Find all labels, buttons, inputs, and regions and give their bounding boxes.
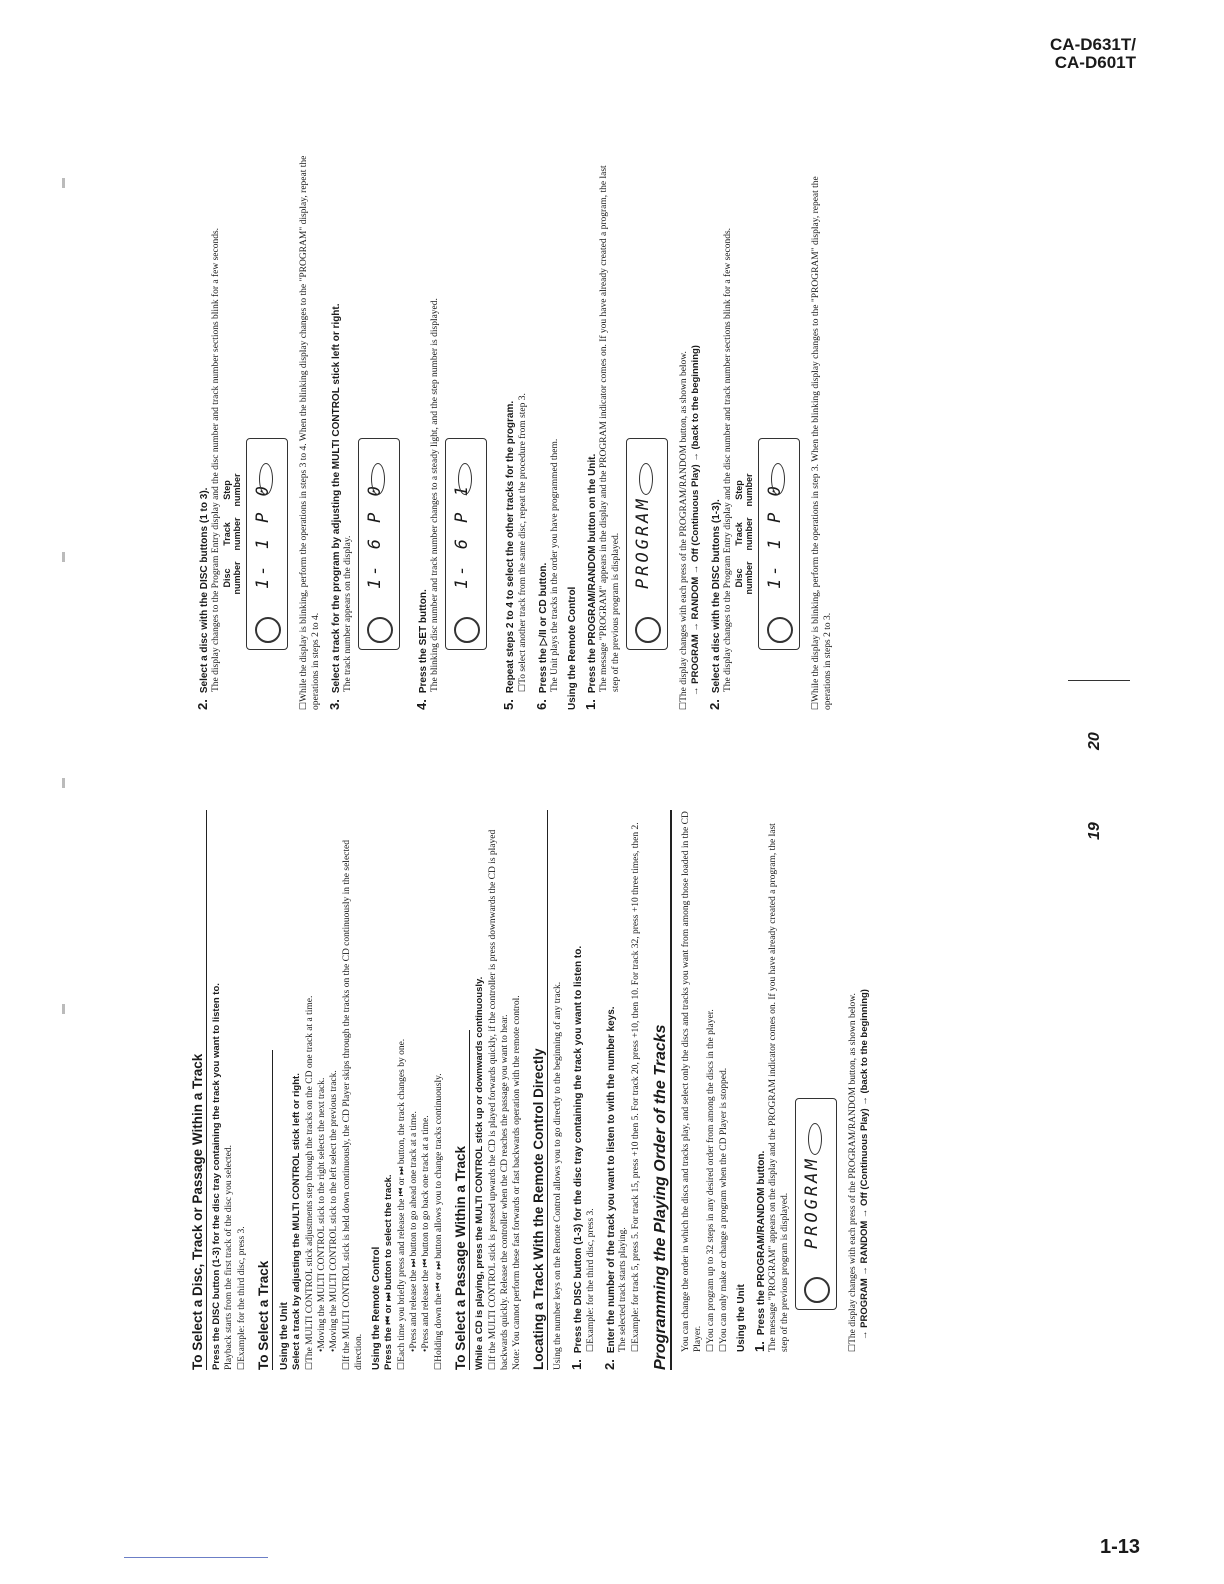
- remote-step-2: 2.Select a disc with the DISC buttons (1-3).: [707, 499, 722, 710]
- r-step1-text: The message "PROGRAM" appears in the display and the PROGRAM indicator comes on. If you have already created a program, the last step of the previous program is displayed.: [599, 165, 621, 692]
- program-text: You can change the order in which the discs and tracks play, and select only the discs and tracks you want from among those loaded in the CD Player.: [681, 811, 703, 1352]
- prog-cycle: → PROGRAM → RANDOM → Off (Continuous Play) → (back to the beginning): [859, 989, 870, 1340]
- locate-step2-text: The selected track starts playing.: [618, 1227, 628, 1352]
- track-note: • Moving the MULTI CONTROL stick to the right selects the next track.: [316, 810, 328, 1370]
- oval-indicator-icon: [371, 463, 385, 495]
- r-step2-text: The display changes to the Program Entry display and the disc number and track number sections blink for a few seconds.: [723, 227, 733, 692]
- disc-icon: [635, 617, 661, 643]
- prog-step1-text: The message "PROGRAM" appears on the display and the PROGRAM indicator comes on. If you have already created a program, the last step of the previous program is displayed.: [768, 823, 790, 1352]
- model-number: CA-D631T/ CA-D601T: [1050, 35, 1136, 72]
- step2-text: The display changes to the Program Entry display and the disc number and track number sections blink for a few seconds.: [211, 227, 221, 692]
- prog-step-6: 6.Press the ▷/II or CD button.: [534, 562, 549, 710]
- step4-text: The blinking disc number and track number changes to a steady light, and the step number is displayed.: [430, 298, 440, 692]
- oval-indicator-icon: [808, 1123, 822, 1155]
- track-note: ☐ If the MULTI CONTROL stick is held down continuously, the CD Player skips through the tracks on the CD continuously in the selected direction.: [340, 810, 365, 1370]
- r-note: ☐ The display changes with each press of the PROGRAM/RANDOM button, as shown below.: [677, 150, 690, 710]
- prog-step-2: 2.Select a disc with the DISC buttons (1 to 3).: [195, 487, 210, 710]
- rotated-manual-sheet: [190, 120, 1110, 1370]
- locate-step-1: 1.Press the DISC button (1-3) for the disc tray containing the track you want to listen to.: [569, 945, 584, 1370]
- section-title-select: To Select a Disc, Track or Passage Within a Track: [190, 810, 207, 1370]
- page-number: 1-13: [1100, 1536, 1141, 1558]
- step3-text: The track number appears on the display.: [343, 535, 353, 692]
- r-step2-note: ☐ While the display is blinking, perform the operations in step 3. When the blinking display changes to the "PROGRAM" display, repeat the operations in steps 2 to 3.: [809, 150, 834, 710]
- step6-text: The Unit plays the tracks in the order you have programmed them.: [550, 438, 560, 692]
- remote-note: • Press and release the ⏭ button to go ahead one track at a time.: [408, 810, 420, 1370]
- remote-step-1: 1.Press the PROGRAM/RANDOM button on the Unit.: [583, 453, 598, 710]
- subheading-using-unit: Using the Unit: [279, 1302, 290, 1370]
- disc-icon: [255, 617, 281, 643]
- prog-step-1: 1.Press the PROGRAM/RANDOM button.: [752, 1150, 767, 1352]
- remote-note: ☐ Each time you briefly press and release the ⏮ or ⏭ button, the track changes by one.: [395, 810, 408, 1370]
- passage-step: While a CD is playing, press the MULTI CONTROL stick up or downwards continuously.: [474, 976, 485, 1370]
- right-page: [190, 150, 1110, 750]
- subheading-using-remote: Using the Remote Control: [371, 1246, 382, 1370]
- lcd-display-program-r: PROGRAM: [626, 438, 668, 650]
- underline-mark: [124, 1557, 268, 1558]
- passage-note: ☐ If the MULTI CONTROL stick is pressed upwards the CD is played forwards quickly, if the controller is press downwards the CD is played backwards quickly. Release the controller when the CD reaches the passage you want to hear.: [486, 810, 511, 1370]
- passage-note2: Note: You cannot perform these fast forwards or fast backwards operation with the remote control.: [512, 995, 522, 1370]
- section-title-track: To Select a Track: [256, 1050, 273, 1370]
- page-number-20: 20: [1086, 732, 1103, 750]
- locate-step2-note: ☐ Example: for track 5, press 5. For track 15, press +10 then 5. For track 20, press +10, then 10. For track 32, press +10 three times, then 2.: [629, 810, 642, 1370]
- remote-note: ☐ Holding down the ⏮ or ⏭ button allows you to change tracks continuously.: [432, 810, 445, 1370]
- page-number-19: 19: [1086, 822, 1103, 840]
- program-note: ☐ You can only make or change a program when the CD Player is stopped.: [717, 810, 730, 1370]
- section-title-passage: To Select a Passage Within a Track: [453, 1030, 470, 1370]
- subheading-using-remote-r: Using the Remote Control: [567, 586, 578, 710]
- track-step: Select a track by adjusting the MULTI CONTROL stick left or right.: [291, 1073, 302, 1370]
- oval-indicator-icon: [639, 463, 653, 495]
- lcd-display-program: PROGRAM: [795, 1098, 837, 1310]
- lcd-display-entry: 1- 1 P 0: [246, 438, 288, 650]
- oval-indicator-icon: [771, 463, 785, 495]
- disc-icon: [804, 1277, 830, 1303]
- track-note: ☐ The MULTI CONTROL stick adjustments step through the tracks on the CD one track at a time.: [303, 810, 316, 1370]
- locate-step-2: 2.Enter the number of the track you want to listen to with the number keys.: [602, 1006, 617, 1370]
- track-note: • Moving the MULTI CONTROL stick to the left select the previous track.: [328, 810, 340, 1370]
- binding-hole-mark: [62, 552, 65, 562]
- prog-step-3: 3.Select a track for the program by adjusting the MULTI CONTROL stick left or right.: [327, 303, 342, 710]
- lcd-display-entry-r: 1- 1 P 0: [758, 438, 800, 650]
- binding-hole-mark: [62, 178, 65, 188]
- oval-indicator-icon: [458, 463, 472, 495]
- locate-text: Using the number keys on the Remote Control allows you to go directly to the beginning of any track.: [553, 981, 563, 1370]
- disc-icon: [454, 617, 480, 643]
- r-cycle: → PROGRAM → RANDOM → Off (Continuous Play) → (back to the beginning): [690, 345, 701, 696]
- remote-step: Press the ⏮ or ⏭ button to select the track.: [383, 1174, 394, 1370]
- section-title-locate: Locating a Track With the Remote Control Directly: [531, 810, 548, 1370]
- section-title-program: Programming the Playing Order of the Tracks: [652, 810, 672, 1370]
- binding-hole-mark: [62, 1004, 65, 1014]
- disc-icon: [767, 617, 793, 643]
- binding-hole-mark: [62, 778, 65, 788]
- lcd-display-step4: 1- 6 P 1: [445, 438, 487, 650]
- prog-step-5: 5.Repeat steps 2 to 4 to select the other tracks for the program.: [501, 400, 516, 710]
- remote-note: • Press and release the ⏮ button to go back one track at a time.: [420, 810, 432, 1370]
- disc-icon: [367, 617, 393, 643]
- intro-note: ☐ Example: for the third disc, press 3.: [235, 810, 248, 1370]
- prog-footer: ☐ The display changes with each press of the PROGRAM/RANDOM button, as shown below.: [846, 810, 859, 1370]
- program-note: ☐ You can program up to 32 steps in any desired order from among the discs in the player.: [704, 810, 717, 1370]
- locate-step1-note: ☐ Example: for the third disc, press 3.: [584, 810, 597, 1370]
- step5-note: ☐ To select another track from the same disc, repeat the procedure from step 3.: [516, 150, 529, 710]
- lcd-labels: Disc numberTrack numberStep number: [222, 473, 242, 595]
- lcd-display-step3: 1- 6 P 0: [358, 438, 400, 650]
- oval-indicator-icon: [259, 463, 273, 495]
- subheading-prog-using-unit: Using the Unit: [736, 1284, 747, 1352]
- step2-note: ☐ While the display is blinking, perform the operations in steps 3 to 4. When the blinking display changes to the "PROGRAM" display, repeat the operations in steps 2 to 4.: [297, 150, 322, 710]
- prog-step-4: 4.Press the SET button.: [414, 589, 429, 710]
- intro-instruction: Press the DISC button (1-3) for the disc tray containing the track you want to listen to.: [211, 983, 222, 1370]
- intro-text: Playback starts from the first track of the disc you selected.: [224, 1144, 234, 1370]
- lcd-labels-2: Disc numberTrack numberStep number: [734, 473, 754, 595]
- left-page: [190, 810, 1110, 1370]
